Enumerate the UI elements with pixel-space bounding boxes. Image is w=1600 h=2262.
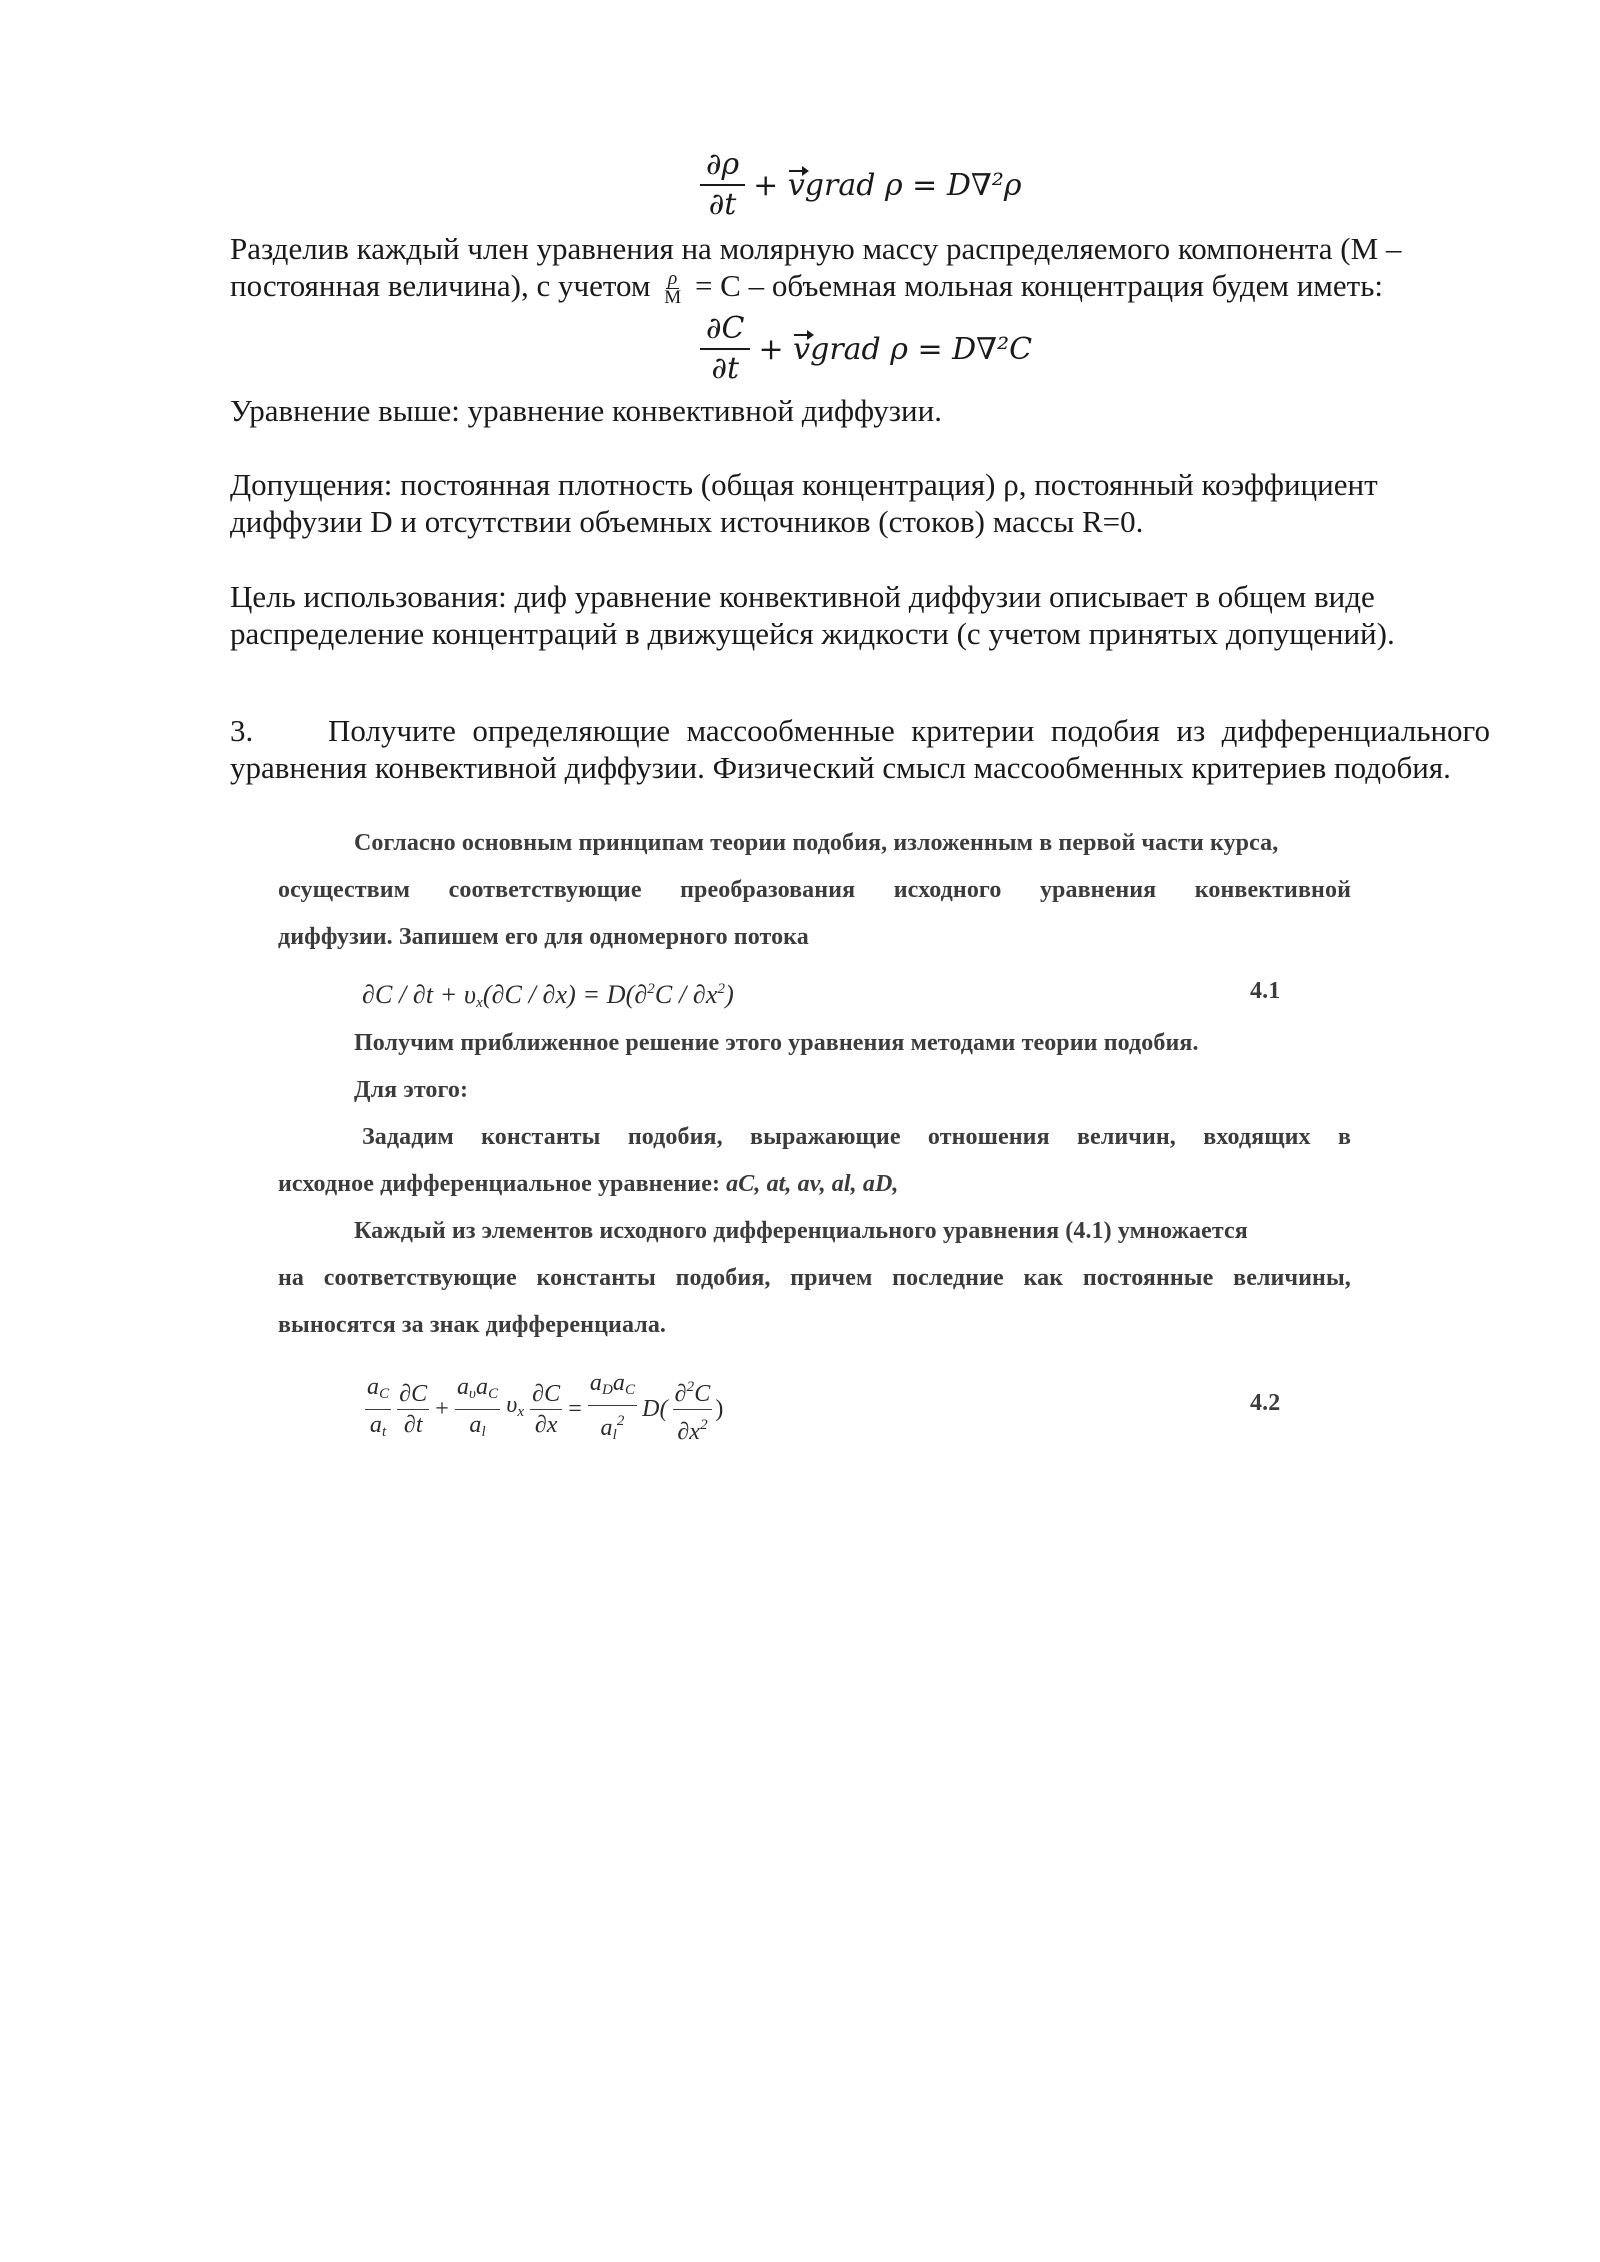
equation-4-2: $a_C$ $a_t$ ∂C ∂t + $a_\upsilon a_C$ $a_l$ $\upsilon_x$ $\frac{\partial C}{\partial x}$ = $a_Da_C$ $a_l^2$ D( ∂$^2$C $\partial x^2$ ) (362, 1368, 723, 1450)
scan-word: соответствующие (448, 877, 642, 903)
equation-tail: grad ρ = D∇²ρ (804, 167, 1022, 203)
paragraph-line: Цель использования: диф уравнение конвективной диффузии описывает в общем виде (230, 579, 1375, 614)
scan-line: Получим приближенное решение этого уравнения методами теории подобия. (354, 1030, 1199, 1056)
question-text: Получите определяющие массообменные критерии подобия из дифференциального уравнения конвективной диффузии. Физический смысл массообменных критериев подобия. (230, 713, 1490, 785)
fraction-numerator: ∂ρ (700, 148, 745, 186)
scan-word: выражающие (750, 1124, 901, 1150)
fraction-denominator: ∂t (708, 187, 737, 222)
scan-word: уравнения (1039, 877, 1157, 903)
scan-line-justified (362, 1114, 1351, 1161)
equation-convective-diffusion (700, 312, 1032, 386)
scan-word: на (278, 1265, 305, 1291)
text-fragment: исходное дифференциальное уравнение: (278, 1171, 721, 1197)
paragraph-assumptions (230, 466, 1490, 540)
scan-line: Согласно основным принципам теории подобия, изложенным в первой части курса, (354, 830, 1279, 856)
scan-word: входящих (1203, 1124, 1311, 1150)
scan-word: подобия, (675, 1265, 771, 1291)
scan-word: величины, (1233, 1265, 1351, 1291)
scanned-textbook-excerpt (270, 820, 1370, 1460)
scan-line-justified (278, 1255, 1351, 1302)
scan-word: подобия, (627, 1124, 723, 1150)
similarity-constants: aC, at, av, al, aD, (726, 1171, 899, 1197)
equation-fraction: $a_\upsilon a_C$ $a_l$ (456, 1373, 499, 1440)
text-fragment: постоянная величина), с учетом (230, 268, 651, 303)
equation-rest (758, 332, 1032, 367)
velocity-vector: v (793, 331, 811, 367)
paragraph-line: распределение концентраций в движущейся жидкости (с учетом принятых допущений). (230, 616, 1395, 651)
equation-number-4-1: 4.1 (1250, 978, 1281, 1004)
scan-word: исходного (893, 877, 1002, 903)
scan-word: соответствующие (323, 1265, 517, 1291)
scan-word: постоянные (1082, 1265, 1214, 1291)
equation-tail: grad ρ = D∇²C (810, 331, 1033, 367)
paragraph-line: Разделив каждый член уравнения на молярную массу распределяемого компонента (М – (230, 231, 1402, 266)
plus-sign: + (753, 167, 779, 203)
scan-line: Для этого: (354, 1077, 469, 1103)
equation-number-4-2: 4.2 (1250, 1390, 1281, 1416)
scan-word: константы (481, 1124, 601, 1150)
scan-word: осуществим (278, 877, 411, 903)
equation-fraction: $a_C$ $a_t$ (367, 1373, 390, 1440)
text-fragment: = C – объемная мольная концентрация будем иметь: (694, 268, 1383, 303)
scan-line: Каждый из элементов исходного дифференциального уравнения (4.1) умножается (354, 1218, 1248, 1244)
equation-rest (753, 168, 1021, 203)
scan-line: выносятся за знак дифференциала. (278, 1312, 667, 1338)
scan-word: константы (536, 1265, 656, 1291)
question-3 (230, 712, 1490, 786)
paragraph-purpose (230, 578, 1490, 652)
plus-sign: + (758, 331, 784, 367)
scan-word: в (1337, 1124, 1351, 1150)
scan-word: величин, (1077, 1124, 1176, 1150)
fraction-denominator: М (664, 287, 682, 309)
scan-word: отношения (927, 1124, 1050, 1150)
velocity-vector: v (787, 167, 805, 203)
scan-word: Зададим (362, 1124, 454, 1150)
scan-line (278, 1161, 899, 1208)
paragraph-equation-name: Уравнение выше: уравнение конвективной диффузии. (230, 393, 942, 428)
scan-word: причем (790, 1265, 873, 1291)
scan-word: последние (892, 1265, 1004, 1291)
scan-line: диффузии. Запишем его для одномерного потока (278, 924, 809, 950)
scan-word: конвективной (1194, 877, 1351, 903)
equation-4-1: $\partial C / \partial t + \upsilon_x(\partial C / \partial x) = D(\partial^2C / \partial x^2)$ (362, 980, 734, 1011)
paragraph-line: диффузии D и отсутствии объемных источников (стоков) массы R=0. (230, 504, 1144, 539)
equation-fraction (700, 148, 745, 222)
scan-word: преобразования (680, 877, 856, 903)
equation-continuity (700, 148, 1021, 222)
fraction-numerator: ρ (668, 268, 678, 290)
question-number: 3. (230, 713, 254, 748)
scan-word: как (1023, 1265, 1064, 1291)
equation-fraction: ∂$^2$C $\partial x^2$ (673, 1372, 713, 1447)
equation-fraction: $a_Da_C$ $a_l^2$ (589, 1370, 636, 1443)
inline-fraction (662, 270, 683, 307)
fraction-denominator: ∂t (711, 351, 740, 386)
paragraph-line: Допущения: постоянная плотность (общая концентрация) ρ, постоянный коэффициент (230, 467, 1378, 502)
scan-line-justified (278, 867, 1351, 914)
equation-fraction: ∂C ∂t (399, 1380, 428, 1438)
fraction-numerator: ∂C (700, 312, 750, 350)
paragraph-division (230, 230, 1490, 307)
equation-fraction: $\frac{\partial C}{\partial x}$ (532, 1380, 561, 1438)
paragraph-line (230, 267, 1490, 307)
equation-fraction (700, 312, 750, 386)
